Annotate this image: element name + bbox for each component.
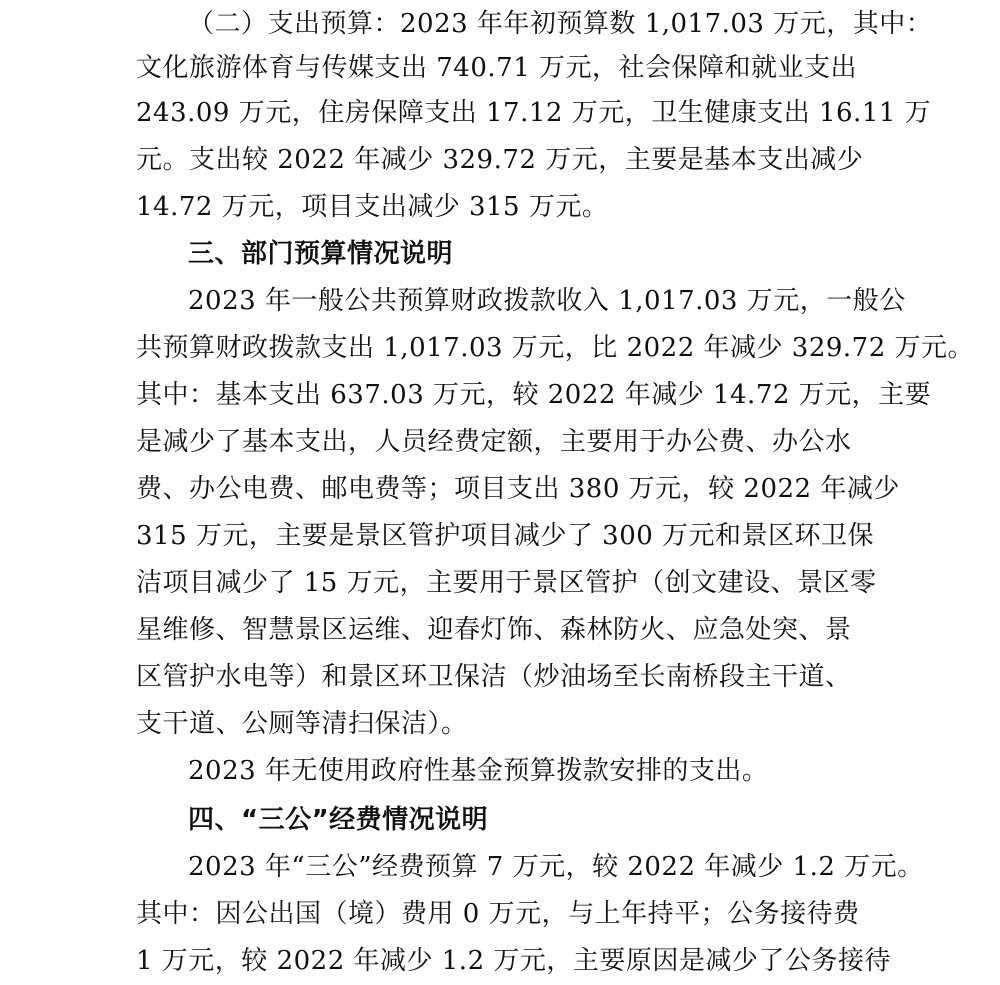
paragraph-three-public-expenses-line-1: 2023 年“三公”经费预算 7 万元，较 2022 年减少 1.2 万元。	[188, 852, 924, 882]
paragraph-expenditure-budget-line-3: 243.09 万元，住房保障支出 17.12 万元，卫生健康支出 16.11 万	[136, 98, 932, 128]
paragraph-expenditure-budget-line-5: 14.72 万元，项目支出减少 315 万元。	[136, 192, 609, 222]
paragraph-expenditure-budget-line-2: 文化旅游体育与传媒支出 740.71 万元，社会保障和就业支出	[136, 53, 858, 83]
section-heading-three-public-expenses: 四、“三公”经费情况说明	[188, 805, 489, 835]
section-heading-department-budget: 三、部门预算情况说明	[188, 239, 454, 269]
paragraph-three-public-expenses-line-2: 其中：因公出国（境）费用 0 万元，与上年持平；公务接待费	[136, 899, 860, 929]
paragraph-expenditure-budget-line-4: 元。支出较 2022 年减少 329.72 万元，主要是基本支出减少	[136, 145, 864, 175]
paragraph-department-budget-line-1: 2023 年一般公共预算财政拨款收入 1,017.03 万元，一般公	[188, 286, 906, 316]
paragraph-department-budget-line-6: 315 万元，主要是景区管护项目减少了 300 万元和景区环卫保	[136, 521, 875, 551]
paragraph-expenditure-budget-line-1: （二）支出预算：2023 年年初预算数 1,017.03 万元，其中：	[188, 9, 933, 39]
paragraph-department-budget-line-10: 支干道、公厕等清扫保洁）。	[136, 709, 468, 739]
paragraph-department-budget-line-4: 是减少了基本支出，人员经费定额，主要用于办公费、办公水	[136, 427, 852, 457]
paragraph-department-budget-line-5: 费、办公电费、邮电费等；项目支出 380 万元，较 2022 年减少	[136, 474, 900, 504]
paragraph-department-budget-line-7: 洁项目减少了 15 万元，主要用于景区管护（创文建设、景区零	[136, 568, 877, 598]
paragraph-department-budget-line-8: 星维修、智慧景区运维、迎春灯饰、森林防火、应急处突、景	[136, 615, 852, 645]
paragraph-department-budget-line-9: 区管护水电等）和景区环卫保洁（炒油场至长南桥段主干道、	[136, 662, 852, 692]
paragraph-government-fund: 2023 年无使用政府性基金预算拨款安排的支出。	[188, 756, 769, 786]
paragraph-department-budget-line-2: 共预算财政拨款支出 1,017.03 万元，比 2022 年减少 329.72 万元。	[136, 333, 975, 363]
paragraph-department-budget-line-3: 其中：基本支出 637.03 万元，较 2022 年减少 14.72 万元，主要	[136, 380, 932, 410]
paragraph-three-public-expenses-line-3: 1 万元，较 2022 年减少 1.2 万元，主要原因是减少了公务接待	[136, 946, 891, 976]
